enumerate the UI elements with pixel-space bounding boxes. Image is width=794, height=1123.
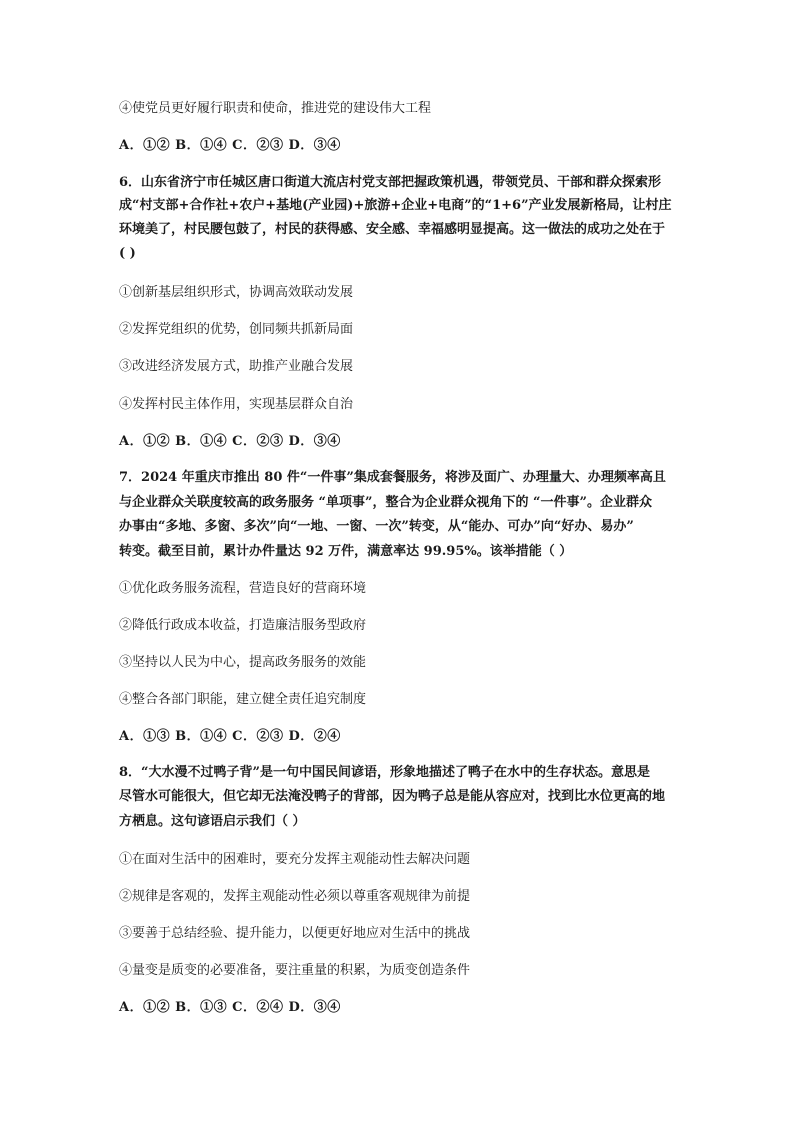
- q6-option-1: ①创新基层组织形式，协调高效联动发展: [119, 285, 354, 300]
- q7-option-1: ①优化政务服务流程，营造良好的营商环境: [119, 581, 367, 596]
- q6-option-3: ③改进经济发展方式，助推产业融合发展: [119, 359, 354, 374]
- q8-stem-line-2: 尽管水可能很大，但它却无法淹没鸭子的背部，因为鸭子总是能从容应对，找到比水位更高的地: [119, 789, 666, 804]
- q7-stem-line-4: 转变。截至目前，累计办件量达 92 万件，满意率达 99.95%。该举措能（ ）: [119, 544, 573, 559]
- q5-option-4: ④使党员更好履行职责和使命，推进党的建设伟大工程: [119, 101, 432, 116]
- q5-answer-choices: A．①② B．①④ C．②③ D．③④: [119, 138, 341, 153]
- q7-stem-line-3: 办事由“多地、多窗、多次”向“一地、一窗、一次”转变，从“能办、可办”向“好办、易办”: [119, 519, 634, 534]
- q7-answer-choices: A．①③ B．①④ C．②③ D．②④: [119, 729, 341, 744]
- q8-option-1: ①在面对生活中的困难时，要充分发挥主观能动性去解决问题: [119, 852, 471, 867]
- q6-stem-line-3: 环境美了，村民腰包鼓了，村民的获得感、安全感、幸福感明显提高。这一做法的成功之处在于: [119, 222, 666, 237]
- q8-option-2: ②规律是客观的，发挥主观能动性必须以尊重客观规律为前提: [119, 889, 471, 904]
- q6-option-2: ②发挥党组织的优势，创同频共抓新局面: [119, 322, 354, 337]
- q7-stem-line-2: 与企业群众关联度较高的政务服务 “单项事”，整合为企业群众视角下的 “一件事”。企业群众: [119, 495, 652, 510]
- q7-option-3: ③坚持以人民为中心，提高政务服务的效能: [119, 655, 367, 670]
- q8-option-4: ④量变是质变的必要准备，要注重量的积累，为质变创造条件: [119, 963, 471, 978]
- q8-option-3: ③要善于总结经验、提升能力，以便更好地应对生活中的挑战: [119, 926, 471, 941]
- q7-stem-line-1: 7．2024 年重庆市推出 80 件“一件事”集成套餐服务，将涉及面广、办理量大、办理频率高且: [119, 470, 666, 485]
- q8-stem-line-1: 8．“大水漫不过鸭子背”是一句中国民间谚语，形象地描述了鸭子在水中的生存状态。意思是: [119, 765, 651, 780]
- q6-stem-line-2: 成“村支部+合作社+农户+基地(产业园)+旅游+企业+电商”的“1+6”产业发展新格局，让村庄: [119, 198, 672, 213]
- q6-option-4: ④发挥村民主体作用，实现基层群众自治: [119, 397, 354, 412]
- q6-answer-choices: A．①② B．①④ C．②③ D．③④: [119, 434, 341, 449]
- q7-option-4: ④整合各部门职能，建立健全责任追究制度: [119, 692, 367, 707]
- q6-stem-line-1: 6．山东省济宁市任城区唐口街道大流店村党支部把握政策机遇，带领党员、干部和群众探索形: [119, 175, 662, 190]
- q8-stem-line-3: 方栖息。这句谚语启示我们（ ）: [119, 814, 306, 829]
- q8-answer-choices: A．①② B．①③ C．②④ D．③④: [119, 1000, 341, 1015]
- q6-stem-line-4: ( ): [119, 246, 136, 261]
- q7-option-2: ②降低行政成本收益，打造廉洁服务型政府: [119, 618, 367, 633]
